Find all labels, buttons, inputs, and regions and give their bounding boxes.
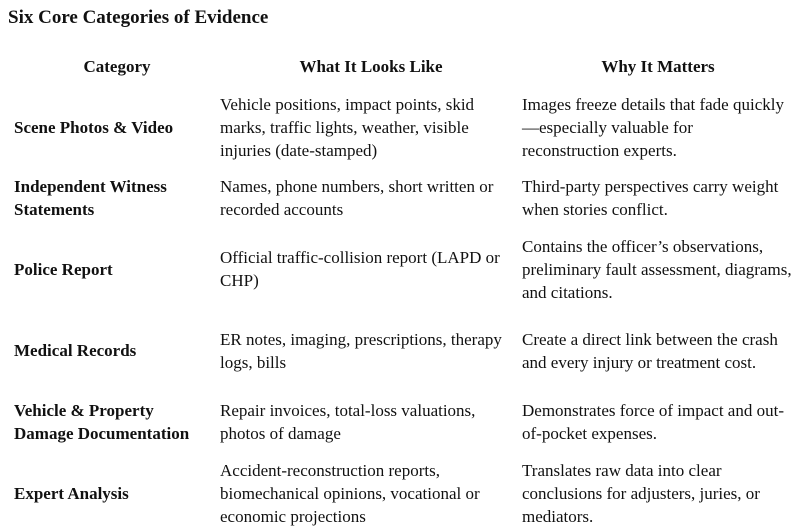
header-why-it-matters: Why It Matters: [601, 57, 715, 76]
header-what-it-looks-like: What It Looks Like: [299, 57, 443, 76]
why-cell: Demonstrates force of impact and out-of-pocket expenses.: [522, 401, 784, 443]
looks-cell: Names, phone numbers, short written or recorded accounts: [220, 177, 494, 219]
table-row: [14, 223, 794, 315]
why-cell: Third-party perspectives carry weight when stories conflict.: [522, 177, 779, 219]
looks-cell: Accident-reconstruction reports, biomechanical opinions, vocational or economic projections: [220, 461, 480, 526]
category-cell: Independent Witness Statements: [14, 177, 167, 219]
category-cell: Police Report: [14, 259, 113, 279]
why-cell: Images freeze details that fade quickly—especially valuable for reconstruction experts.: [522, 94, 784, 160]
looks-cell: Repair invoices, total-loss valuations, photos of damage: [220, 401, 476, 443]
why-cell: Translates raw data into clear conclusions for adjusters, juries, or mediators.: [522, 461, 760, 526]
why-cell: Create a direct link between the crash and every injury or treatment cost.: [522, 329, 778, 372]
table-header-row: [14, 55, 794, 81]
page-title: Six Core Categories of Evidence: [8, 7, 269, 28]
evidence-table: [14, 55, 794, 529]
category-cell: Scene Photos & Video: [14, 117, 174, 137]
looks-cell: ER notes, imaging, prescriptions, therapy logs, bills: [220, 329, 502, 372]
why-cell: Contains the officer’s observations, preliminary fault assessment, diagrams, and citations.: [522, 236, 792, 302]
looks-cell: Vehicle positions, impact points, skid marks, traffic lights, weather, visible injuries (date-stamped): [220, 94, 475, 160]
table-row: [14, 81, 794, 173]
table-row: [14, 386, 794, 458]
category-cell: Medical Records: [14, 341, 137, 360]
table-row: [14, 458, 794, 529]
table-row: [14, 173, 794, 223]
header-category: Category: [83, 57, 151, 76]
table-row: [14, 315, 794, 386]
category-cell: Expert Analysis: [14, 484, 129, 503]
category-cell: Vehicle & Property Damage Documentation: [14, 401, 190, 443]
looks-cell: Official traffic-collision report (LAPD or CHP): [220, 248, 500, 290]
